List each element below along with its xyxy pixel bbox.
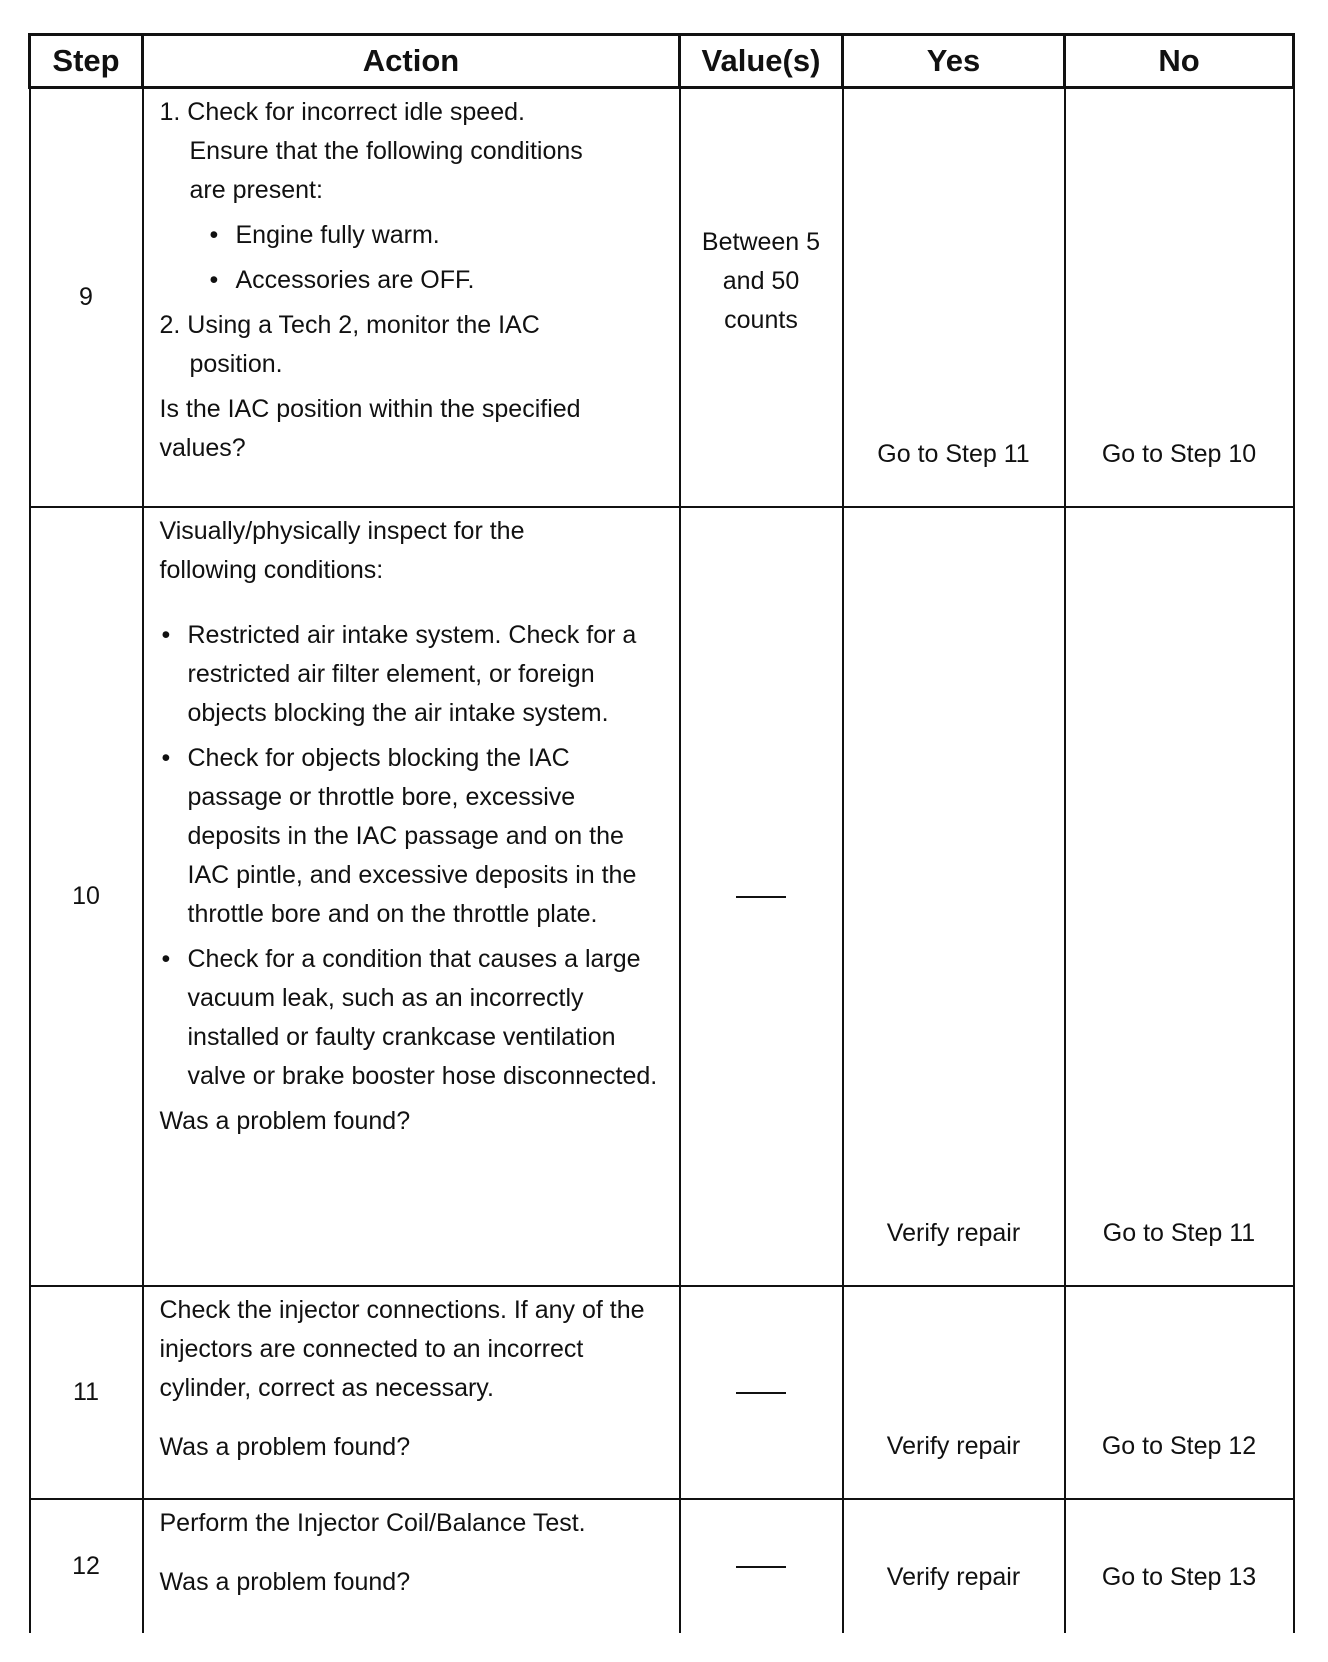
diagnostic-table [28,33,1295,1633]
yes-text: Verify repair [886,1431,1021,1460]
bullet-text: Engine fully warm. [235,221,440,249]
action-line: Visually/physically inspect for the [159,516,525,545]
value-cell [680,507,843,1286]
action-line: 2. Using a Tech 2, monitor the IAC [159,311,540,339]
bullet-text: Check for a condition that causes a large vacuum leak, such as an incorrectly installed or faulty crankcase ventilation valve or brake booster hose disconnected. [187,944,658,1090]
action-bullet [160,940,669,1096]
bullet-icon: • [161,620,171,649]
no-text: Go to Step 13 [1101,1562,1257,1591]
no-cell [1065,507,1294,1286]
yes-text: Verify repair [886,1218,1021,1247]
no-text: Go to Step 11 [1102,1218,1256,1247]
bullet-text: Accessories are OFF. [235,266,475,294]
action-text: Perform the Injector Coil/Balance Test. [159,1508,586,1537]
empty-value-dash-icon [736,896,786,898]
action-bullet [160,216,669,255]
yes-text: Verify repair [886,1562,1021,1591]
no-cell [1065,88,1294,507]
yes-cell [843,1286,1065,1499]
header-action: Action [143,35,680,88]
action-question: Was a problem found? [159,1567,411,1596]
action-bullet [160,739,669,934]
bullet-icon: • [209,266,219,294]
action-question: Was a problem found? [159,1106,411,1135]
action-cell [143,88,680,507]
yes-text: Go to Step 11 [877,439,1030,468]
no-text: Go to Step 10 [1101,439,1257,468]
table-row-step-11 [30,1286,1294,1499]
header-step: Step [30,35,143,88]
bullet-text: Restricted air intake system. Check for a restricted air filter element, or foreign objects blocking the air intake system. [187,620,637,727]
table-row-step-10 [30,507,1294,1286]
action-cell [143,507,680,1286]
action-question: Is the IAC position within the specified [159,395,581,423]
action-line: following conditions: [159,555,384,584]
table-row-step-12 [30,1499,1294,1633]
header-values: Value(s) [680,35,843,88]
action-line: Ensure that the following conditions [189,137,583,165]
value-text: Between 5 and 50 counts [701,228,821,334]
value-cell [680,1286,843,1499]
action-text: Check the injector connections. If any of the injectors are connected to an incorrect cylinder, correct as necessary. [159,1295,645,1402]
action-line: 1. Check for incorrect idle speed. [159,98,525,126]
yes-cell [843,1499,1065,1633]
header-no: No [1065,35,1294,88]
empty-value-dash-icon [736,1392,786,1394]
bullet-icon: • [161,743,171,772]
table-row-step-9 [30,88,1294,507]
no-text: Go to Step 12 [1101,1431,1257,1460]
action-question: Was a problem found? [159,1432,411,1461]
diagnostic-table-page [28,33,1292,1633]
step-number: 11 [30,1286,143,1499]
no-cell [1065,1286,1294,1499]
empty-value-dash-icon [736,1566,786,1568]
step-number: 10 [30,507,143,1286]
bullet-icon: • [161,944,171,973]
step-number: 9 [30,88,143,507]
bullet-icon: • [209,221,219,249]
action-line: are present: [189,176,323,204]
action-question: values? [159,434,246,462]
action-line: position. [189,350,283,378]
step-number: 12 [30,1499,143,1633]
yes-cell [843,88,1065,507]
action-bullet [160,261,669,300]
action-cell [143,1286,680,1499]
value-cell [680,88,843,507]
yes-cell [843,507,1065,1286]
action-bullet [160,616,669,733]
header-yes: Yes [843,35,1065,88]
header-row [30,35,1294,88]
action-cell [143,1499,680,1633]
value-cell [680,1499,843,1633]
no-cell [1065,1499,1294,1633]
bullet-text: Check for objects blocking the IAC passage or throttle bore, excessive deposits in the IAC passage and on the IAC pintle, and excessive deposits in the throttle bore and on the throttle plate. [187,743,637,928]
